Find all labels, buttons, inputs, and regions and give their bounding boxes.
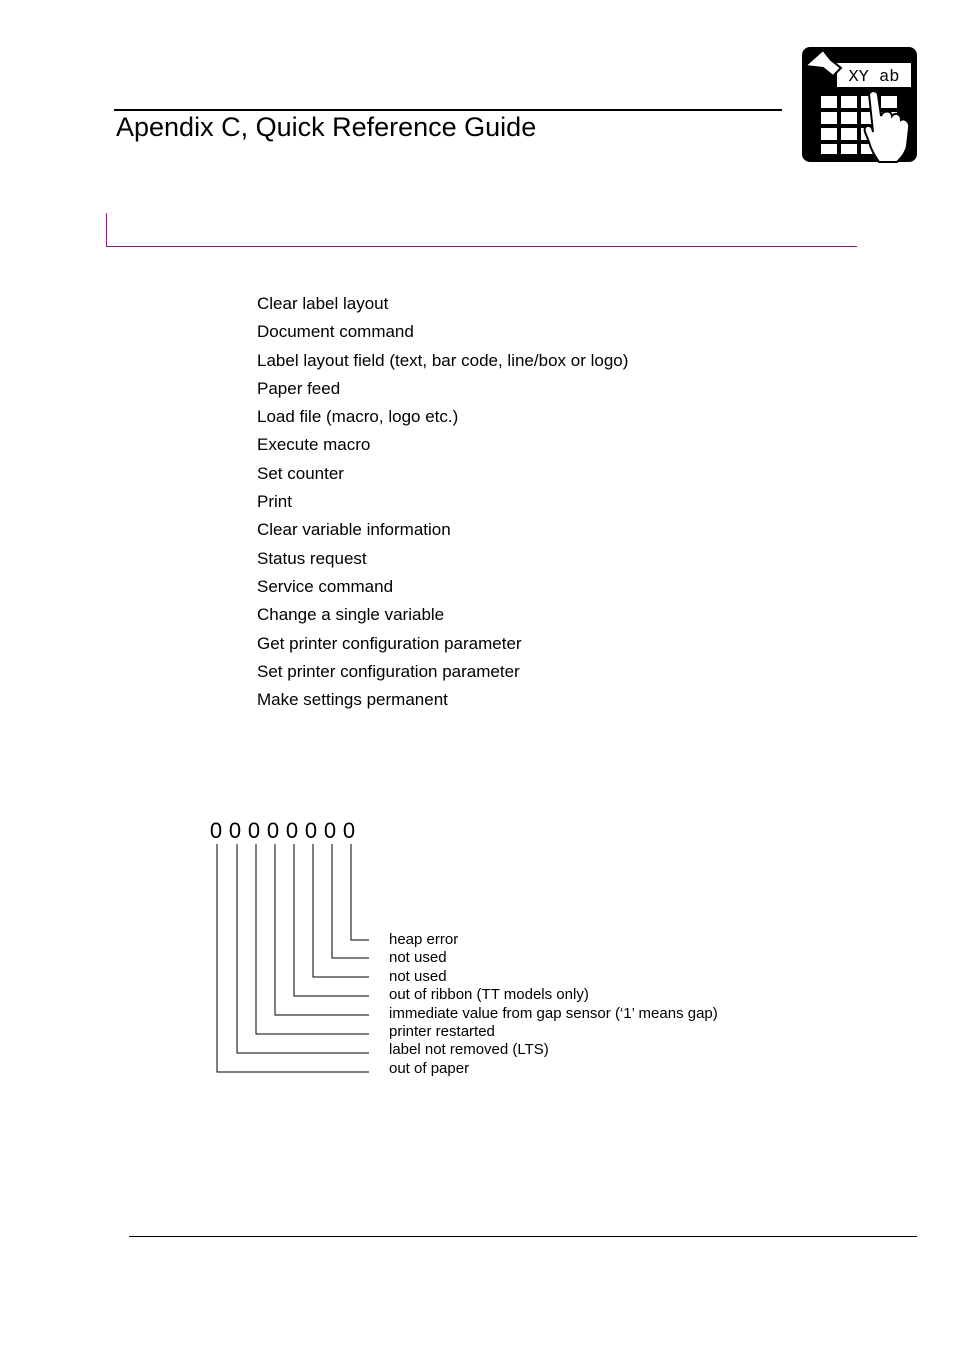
status-bit-label: heap error — [389, 931, 459, 948]
list-item: Clear variable information — [257, 520, 451, 540]
list-item: Change a single variable — [257, 605, 445, 625]
status-bit: 0 — [323, 818, 337, 843]
status-bit: 0 — [209, 818, 223, 843]
status-bit-label: not used — [389, 967, 447, 985]
status-bit: 0 — [342, 818, 356, 843]
status-bit: 0 — [266, 818, 280, 843]
list-item: Set printer configuration parameter — [257, 661, 520, 681]
status-bit: 0 — [285, 818, 299, 843]
list-item: Execute macro — [257, 435, 371, 455]
footer-rule — [129, 1236, 917, 1237]
bit-leader-line — [237, 844, 369, 1053]
status-bit-label: out of paper — [389, 1059, 470, 1077]
list-item: Label layout field (text, bar code, line/box or logo) — [257, 350, 629, 370]
list-item: Clear label layout — [257, 294, 389, 313]
list-item: Service command — [257, 576, 394, 596]
list-item: Status request — [257, 548, 367, 568]
list-item: Set counter — [257, 463, 344, 483]
status-bit: 0 — [228, 818, 242, 843]
status-bit: 0 — [304, 818, 318, 843]
list-item: Get printer configuration parameter — [257, 633, 522, 653]
status-bit-label: label not removed (LTS) — [389, 1041, 549, 1059]
logo-text: XY ab — [848, 68, 900, 87]
list-item: Paper feed — [257, 378, 341, 398]
status-bit-label: printer restarted — [389, 1022, 495, 1040]
list-item: Make settings permanent — [257, 690, 448, 710]
status-bit-labels — [389, 931, 718, 1078]
bit-leader-line — [313, 844, 369, 977]
bit-leader-line — [275, 844, 369, 1015]
bit-leader-line — [351, 844, 369, 940]
page-title: Apendix C, Quick Reference Guide — [116, 112, 537, 142]
status-bit-label: immediate value from gap sensor (‘1’ means gap) — [389, 1004, 718, 1022]
status-bit-label: out of ribbon (TT models only) — [389, 986, 589, 1004]
status-bit: 0 — [247, 818, 261, 843]
list-item: Load file (macro, logo etc.) — [257, 407, 459, 427]
status-bit-label: not used — [389, 949, 447, 967]
list-item: Document command — [257, 322, 414, 342]
list-item: Print — [257, 492, 292, 512]
